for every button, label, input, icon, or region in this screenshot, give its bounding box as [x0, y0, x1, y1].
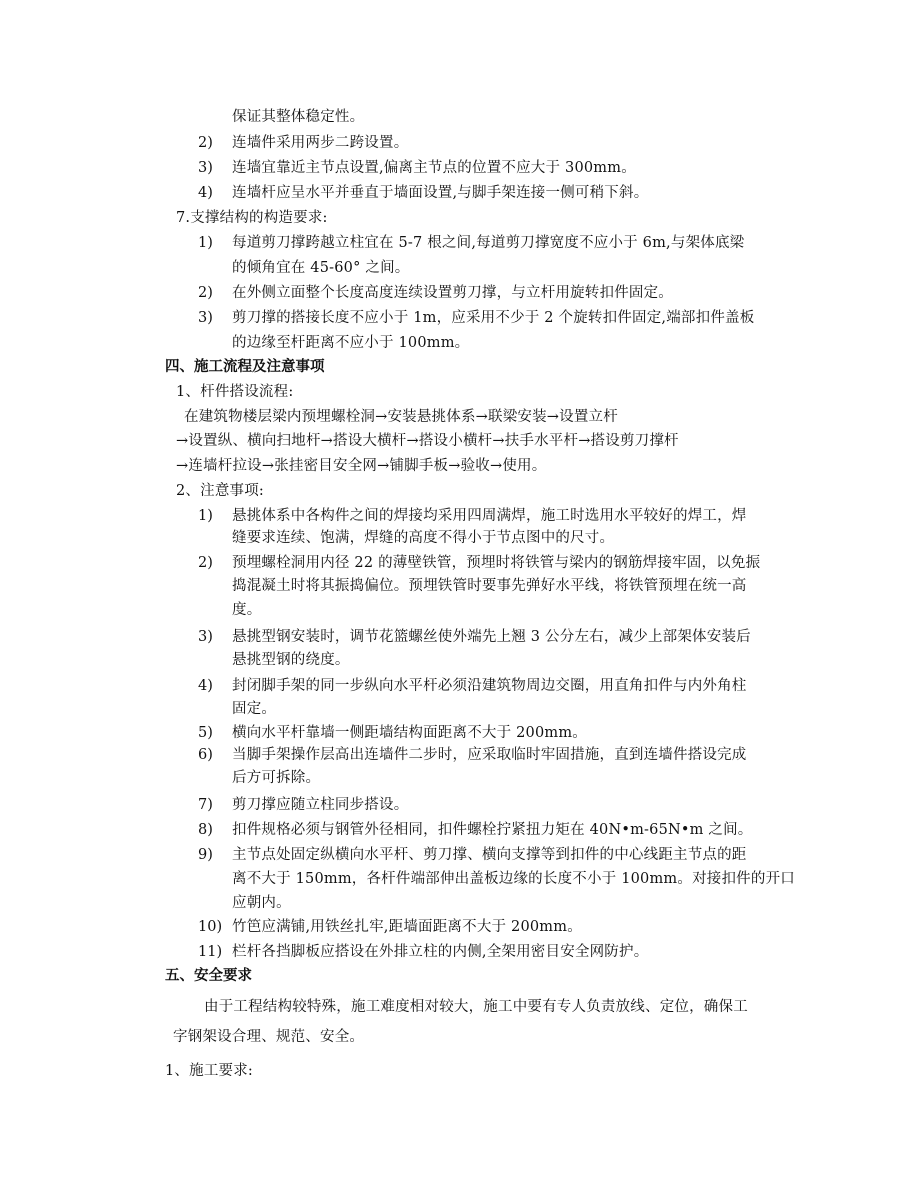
support-item-2-line-1: 在外侧立面整个长度高度连续设置剪刀撑，与立杆用旋转扣件固定。: [232, 285, 673, 301]
note-10-line-1: 竹笆应满铺,用铁丝扎牢,距墙面距离不大于 200mm。: [232, 919, 582, 935]
intro-item-2-number: 2): [198, 135, 213, 151]
note-5-line-1: 横向水平杆靠墙一侧距墙结构面距离不大于 200mm。: [232, 725, 587, 741]
intro-item-4-number: 4): [198, 185, 213, 201]
intro-item-3-text: 连墙宜靠近主节点设置,偏离主节点的位置不应大于 300mm。: [232, 160, 636, 176]
note-2-number: 2): [198, 555, 213, 571]
section-4-sub-2: 2、注意事项:: [176, 483, 265, 499]
intro-item-2-text: 连墙件采用两步二跨设置。: [232, 135, 409, 151]
note-8-number: 8): [198, 822, 213, 838]
support-item-1-line-2: 的倾角宜在 45-60° 之间。: [232, 260, 410, 276]
note-9-line-3: 应朝内。: [232, 895, 291, 911]
note-5-number: 5): [198, 725, 213, 741]
note-2-line-3: 度。: [232, 602, 262, 618]
note-3-line-2: 悬挑型钢的绕度。: [232, 652, 350, 668]
note-4-number: 4): [198, 678, 213, 694]
note-4-line-1: 封闭脚手架的同一步纵向水平杆必须沿建筑物周边交圈，用直角扣件与内外角柱: [232, 678, 747, 694]
section-5-sub-1: 1、施工要求:: [165, 1063, 254, 1079]
section-5-heading: 五、安全要求: [165, 968, 252, 984]
note-8-line-1: 扣件规格必须与钢管外径相同，扣件螺栓拧紧扭力矩在 40N•m-65N•m 之间。: [232, 822, 753, 838]
section-4-heading: 四、施工流程及注意事项: [165, 359, 325, 375]
note-2-line-1: 预埋螺栓洞用内径 22 的薄壁铁管，预埋时将铁管与梁内的钢筋焊接牢固，以免振: [232, 555, 761, 571]
flow-line-3: →连墙杆拉设→张挂密目安全网→铺脚手板→验收→使用。: [176, 458, 547, 474]
note-1-number: 1): [198, 508, 213, 524]
note-9-line-2: 离不大于 150mm，各杆件端部伸出盖板边缘的长度不小于 100mm。对接扣件的开口: [232, 871, 795, 887]
note-9-number: 9): [198, 847, 213, 863]
support-item-3-number: 3): [198, 310, 213, 326]
note-11-number: 11): [198, 944, 223, 960]
note-6-line-2: 后方可拆除。: [232, 770, 321, 786]
note-1-line-1: 悬挑体系中各构件之间的焊接均采用四周满焊，施工时选用水平较好的焊工，焊: [232, 508, 747, 524]
note-7-line-1: 剪刀撑应随立柱同步搭设。: [232, 797, 409, 813]
note-6-line-1: 当脚手架操作层高出连墙件二步时，应采取临时牢固措施，直到连墙件搭设完成: [232, 747, 747, 763]
section-4-sub-1: 1、杆件搭设流程:: [176, 384, 294, 400]
section-5-paragraph-line-1: 由于工程结构较特殊，施工难度相对较大，施工中要有专人负责放线、定位，确保工: [204, 999, 748, 1015]
intro-continuation: 保证其整体稳定性。: [232, 109, 365, 125]
support-item-3-line-2: 的边缘至杆距离不应小于 100mm。: [232, 335, 470, 351]
support-item-1-line-1: 每道剪刀撑跨越立柱宜在 5-7 根之间,每道剪刀撑宽度不应小于 6m,与架体底梁: [232, 235, 745, 251]
support-item-2-number: 2): [198, 285, 213, 301]
support-item-3-line-1: 剪刀撑的搭接长度不应小于 1m，应采用不少于 2 个旋转扣件固定,端部扣件盖板: [232, 310, 755, 326]
intro-item-4-text: 连墙杆应呈水平并垂直于墙面设置,与脚手架连接一侧可稍下斜。: [232, 185, 649, 201]
note-3-number: 3): [198, 629, 213, 645]
note-9-line-1: 主节点处固定纵横向水平杆、剪刀撑、横向支撑等到扣件的中心线距主节点的距: [232, 847, 747, 863]
note-3-line-1: 悬挑型钢安装时，调节花篮螺丝使外端先上翘 3 公分左右，减少上部架体安装后: [232, 629, 751, 645]
intro-item-3-number: 3): [198, 160, 213, 176]
note-10-number: 10): [198, 919, 223, 935]
support-title: 7.支撑结构的构造要求:: [176, 210, 328, 226]
note-4-line-2: 固定。: [232, 701, 277, 717]
flow-line-1: 在建筑物楼层梁内预埋螺栓洞→安装悬挑体系→联梁安装→设置立杆: [184, 409, 618, 425]
support-item-1-number: 1): [198, 235, 213, 251]
note-6-number: 6): [198, 747, 213, 763]
note-7-number: 7): [198, 797, 213, 813]
note-1-line-2: 缝要求连续、饱满，焊缝的高度不得小于节点图中的尺寸。: [232, 530, 615, 546]
note-2-line-2: 捣混凝土时将其振捣偏位。预埋铁管时要事先弹好水平线，将铁管预埋在统一高: [232, 578, 747, 594]
flow-line-2: →设置纵、横向扫地杆→搭设大横杆→搭设小横杆→扶手水平杆→搭设剪刀撑杆: [176, 433, 679, 449]
section-5-paragraph-line-2: 字钢架设合理、规范、安全。: [173, 1029, 365, 1045]
note-11-line-1: 栏杆各挡脚板应搭设在外排立柱的内侧,全架用密目安全网防护。: [232, 944, 649, 960]
